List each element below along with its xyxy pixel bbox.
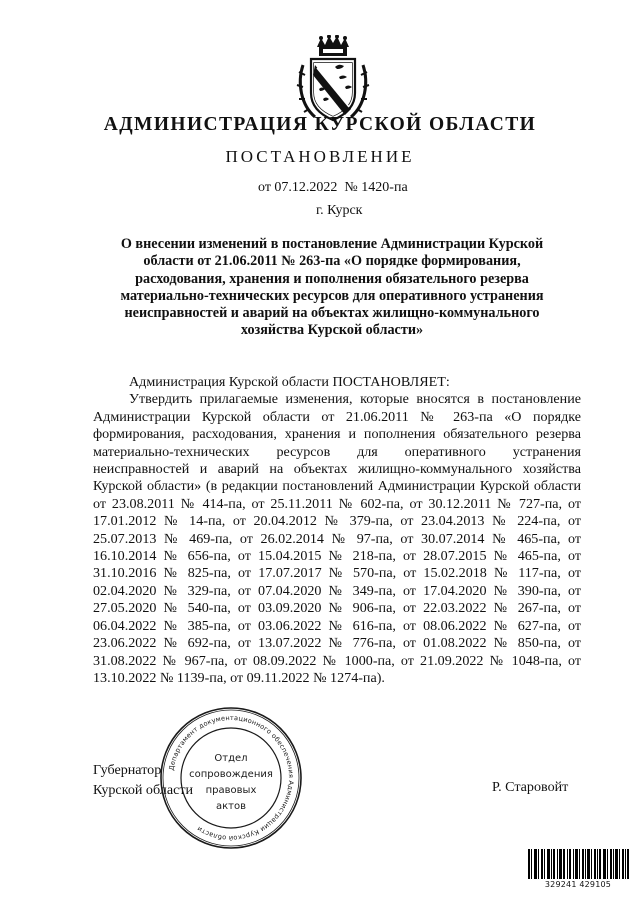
title-line: области от 21.06.2011 № 263-па «О порядке формирования, [143,253,521,270]
title-line: материально-технических ресурсов для оперативного устранения [120,287,544,304]
document-body [93,374,581,687]
title-line: неисправностей и аварий на объектах жилищно-коммунального [124,305,540,322]
signatory-name: Р. Старовойт [492,779,569,795]
stamp-center-line: сопровождения [189,769,273,780]
stamp-center-line: правовых [205,785,257,796]
title-line: О внесении изменений в постановление Администрации Курской [120,236,544,252]
document-title [102,236,562,340]
document-city: г. Курск [316,203,363,218]
barcode-number: 329241 429105 [544,880,612,889]
stamp-ring-text: Департамент документационного обеспечения Администрации Курской области [167,713,296,843]
official-stamp [158,705,304,851]
stamp-center-line: актов [215,801,247,812]
document-type: ПОСТАНОВЛЕНИЕ [225,147,415,166]
preamble-paragraph: Администрация Курской области ПОСТАНОВЛЯЕТ: [129,374,450,390]
title-line: хозяйства Курской области» [240,322,424,339]
coat-of-arms-emblem [295,35,371,123]
resolution-paragraph: Утвердить прилагаемые изменения, которые вносятся в постановление Администрации Курской области от 21.06.2011 № 263-па «О порядке формирования, расходования, хранения и пополнения обязательного резерва материально-технических ресурсов для оперативного устранения неисправностей и аварий на объектах жилищно-коммунального хозяйства Курской области» (в редакции постановлений Администрации Курской области от 23.08.2011 № 414-па, от 25.11.2011 № 602-па, от 30.12.2011 № 727-па, от 17.01.2012 № 14-па, от 20.04.2012 № 379-па, от 23.04.2013 № 224-па, от 25.07.2013 № 469-па, от 26.02.2014 № 97-па, от 30.07.2014 № 465-па, от 16.10.2014 № 656-па, от 15.04.2015 № 218-па, от 28.07.2015 № 465-па, от 31.10.2016 № 825-па, от 17.07.2017 № 570-па, от 15.02.2018 № 117-па, от 02.04.2020 № 329-па, от 07.04.2020 № 349-па, от 17.04.2020 № 390-па, от 27.05.2020 № 540-па, от 03.09.2020 № 906-па, от 22.03.2022 № 267-па, от 06.04.2022 № 385-па, от 03.06.2022 № 616-па, от 08.06.2022 № 627-па, от 23.06.2022 № 692-па, от 13.07.2022 № 776-па, от 01.08.2022 № 850-па, от 31.08.2022 № 967-па, от 08.09.2022 № 1000-па, от 21.09.2022 № 1048-па, от 13.10.2022 № 1139-па, от 09.11.2022 № 1274-па). [93,391,581,686]
document-date-number: от 07.12.2022 № 1420-па [258,180,408,195]
stamp-center-line: Отдел [214,753,248,764]
title-line: расходования, хранения и пополнения обязательного резерва [135,270,529,287]
signature-position-line: Курской области [93,782,194,798]
organization-name: АДМИНИСТРАЦИЯ КУРСКОЙ ОБЛАСТИ [103,114,537,135]
signature-position-line: Губернатор [93,762,162,778]
